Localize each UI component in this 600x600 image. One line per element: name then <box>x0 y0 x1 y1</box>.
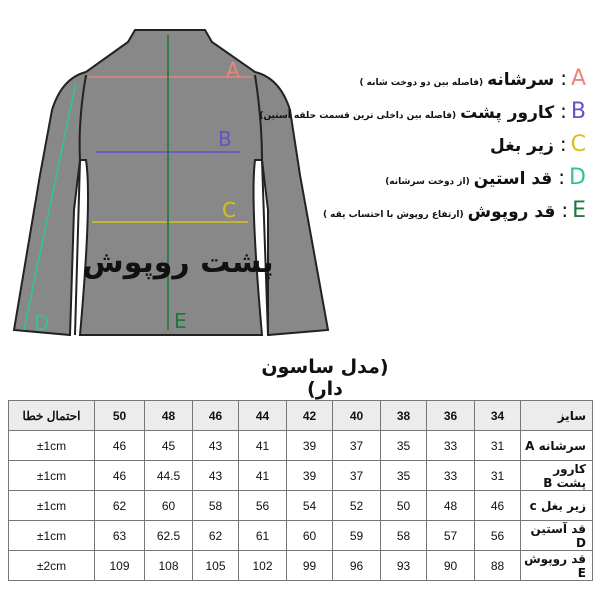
table-cell: 45 <box>145 431 193 461</box>
size-header: 36 <box>427 401 475 431</box>
marker-D: D <box>34 311 50 335</box>
legend-note: (فاصله بین دو دوخت شانه ) <box>359 78 484 88</box>
marker-A: A <box>226 58 240 82</box>
table-cell: 46 <box>95 461 145 491</box>
table-cell: 62 <box>193 521 239 551</box>
table-cell: 43 <box>193 431 239 461</box>
size-table <box>8 400 593 581</box>
size-header: 42 <box>287 401 333 431</box>
legend-name: قد روپوش <box>467 202 556 222</box>
legend-item-A <box>256 66 586 99</box>
table-cell: 102 <box>239 551 287 581</box>
size-header: 50 <box>95 401 145 431</box>
legend-letter: B <box>570 99 586 124</box>
table-cell: 96 <box>333 551 381 581</box>
legend-name: قد استین <box>473 169 553 189</box>
legend-item-E <box>256 198 586 231</box>
table-cell: 41 <box>239 431 287 461</box>
table-cell: 62 <box>95 491 145 521</box>
table-row <box>9 521 593 551</box>
table-row <box>9 551 593 581</box>
marker-E: E <box>174 309 187 333</box>
garment-back-label: پشت روپوش <box>82 245 274 280</box>
table-cell: 108 <box>145 551 193 581</box>
table-cell: 31 <box>475 431 521 461</box>
table-row <box>9 431 593 461</box>
table-cell: 58 <box>193 491 239 521</box>
table-cell: 35 <box>381 431 427 461</box>
legend-colon: : <box>558 165 566 189</box>
table-cell: 37 <box>333 431 381 461</box>
legend-item-B <box>256 99 586 132</box>
row-label: کارور پشت B <box>521 461 593 491</box>
size-header: 34 <box>475 401 521 431</box>
table-cell: 48 <box>427 491 475 521</box>
legend-colon: : <box>561 198 569 222</box>
legend-note: (از دوخت سرشانه) <box>385 177 470 187</box>
table-cell: 60 <box>145 491 193 521</box>
legend-colon: : <box>559 132 567 156</box>
legend-colon: : <box>560 66 567 90</box>
table-cell: 54 <box>287 491 333 521</box>
table-cell: 61 <box>239 521 287 551</box>
tolerance-header: احتمال خطا <box>9 401 95 431</box>
legend-letter: C <box>570 132 586 157</box>
tolerance-cell: ±1cm <box>9 491 95 521</box>
table-cell: 109 <box>95 551 145 581</box>
tolerance-cell: ±1cm <box>9 461 95 491</box>
table-cell: 59 <box>333 521 381 551</box>
row-label: زیر بغل c <box>521 491 593 521</box>
table-cell: 39 <box>287 461 333 491</box>
corner-label: سایز <box>521 401 593 431</box>
size-header: 46 <box>193 401 239 431</box>
tolerance-cell: ±2cm <box>9 551 95 581</box>
model-title: (مدل ساسون دار) <box>261 356 389 400</box>
table-cell: 44.5 <box>145 461 193 491</box>
row-label: قد روپوش E <box>521 551 593 581</box>
table-header-row <box>9 401 593 431</box>
table-cell: 35 <box>381 461 427 491</box>
legend-note: (ارتفاع روپوش با احتساب یقه ) <box>322 210 464 220</box>
size-header: 38 <box>381 401 427 431</box>
legend-name: سرشانه <box>487 70 555 90</box>
legend-name: زیر بغل <box>490 136 554 156</box>
legend-letter: E <box>572 198 586 223</box>
legend-item-D <box>256 165 586 198</box>
table-cell: 46 <box>95 431 145 461</box>
size-header: 40 <box>333 401 381 431</box>
table-cell: 46 <box>475 491 521 521</box>
table-cell: 37 <box>333 461 381 491</box>
table-row <box>9 461 593 491</box>
table-cell: 50 <box>381 491 427 521</box>
legend-colon: : <box>560 99 567 123</box>
table-cell: 58 <box>381 521 427 551</box>
legend-letter: A <box>570 66 586 91</box>
measurement-legend <box>256 66 586 231</box>
table-cell: 33 <box>427 431 475 461</box>
table-cell: 39 <box>287 431 333 461</box>
table-cell: 56 <box>239 491 287 521</box>
table-cell: 63 <box>95 521 145 551</box>
legend-note: (فاصله بین داخلی ترین قسمت حلقه آستین) <box>259 111 457 121</box>
legend-name: کارور پشت <box>460 103 555 123</box>
row-label: سرشانه A <box>521 431 593 461</box>
table-row <box>9 491 593 521</box>
table-cell: 41 <box>239 461 287 491</box>
tolerance-cell: ±1cm <box>9 431 95 461</box>
marker-B: B <box>218 127 232 151</box>
legend-letter: D <box>569 165 586 190</box>
table-cell: 43 <box>193 461 239 491</box>
table-cell: 62.5 <box>145 521 193 551</box>
tolerance-cell: ±1cm <box>9 521 95 551</box>
row-label: قد آستین D <box>521 521 593 551</box>
legend-item-C <box>256 132 586 165</box>
table-cell: 93 <box>381 551 427 581</box>
table-cell: 90 <box>427 551 475 581</box>
marker-C: C <box>222 198 236 222</box>
table-cell: 52 <box>333 491 381 521</box>
size-header: 44 <box>239 401 287 431</box>
table-cell: 105 <box>193 551 239 581</box>
table-cell: 60 <box>287 521 333 551</box>
table-cell: 31 <box>475 461 521 491</box>
table-cell: 88 <box>475 551 521 581</box>
table-cell: 56 <box>475 521 521 551</box>
table-cell: 33 <box>427 461 475 491</box>
size-header: 48 <box>145 401 193 431</box>
table-cell: 57 <box>427 521 475 551</box>
table-cell: 99 <box>287 551 333 581</box>
